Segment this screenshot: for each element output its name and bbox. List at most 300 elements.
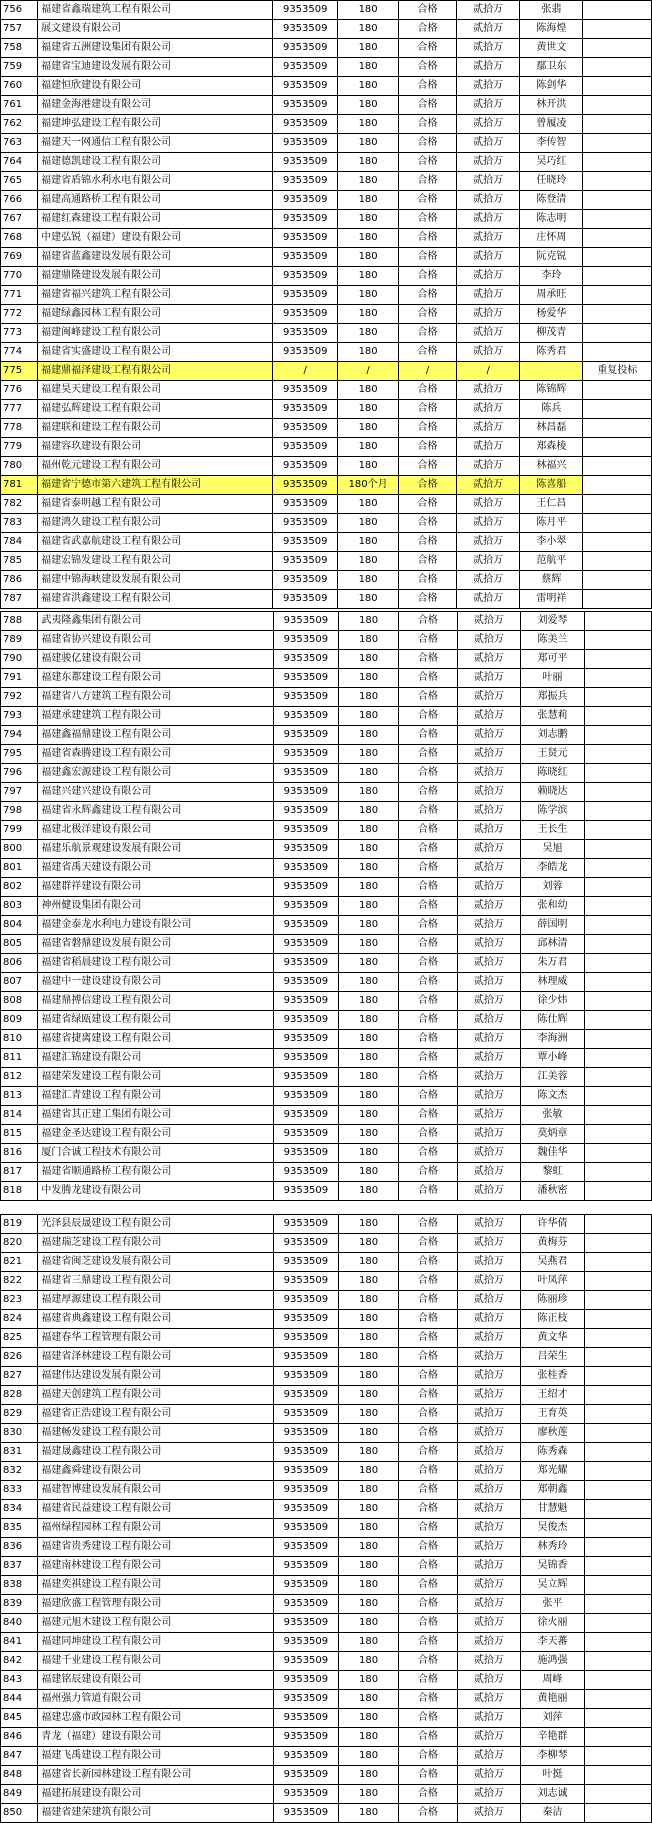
row-number: 760 <box>1 77 38 96</box>
deposit-amount: 贰拾万 <box>457 1424 521 1443</box>
company-name: 福建省长新园林建设工程有限公司 <box>38 1766 273 1785</box>
deposit-amount: 贰拾万 <box>457 96 520 115</box>
table-row <box>1 1671 652 1690</box>
period: 180 <box>338 764 398 783</box>
qualification: 合格 <box>399 343 457 362</box>
contact-person: 郑光耀 <box>521 1462 585 1481</box>
remark <box>583 495 652 514</box>
bid-code: 9353509 <box>273 438 338 457</box>
remark <box>584 1310 651 1329</box>
contact-person: 陈剑华 <box>520 77 583 96</box>
company-name: 福建省泰明越工程有限公司 <box>38 495 273 514</box>
contact-person: 周承旺 <box>520 286 583 305</box>
qualification: 合格 <box>399 1747 457 1766</box>
qualification: 合格 <box>399 1424 457 1443</box>
table-row <box>1 859 652 878</box>
remark <box>584 973 651 992</box>
remark <box>583 210 652 229</box>
remark <box>584 1405 651 1424</box>
deposit-amount: 贰拾万 <box>457 229 520 248</box>
bid-code: 9353509 <box>273 1595 338 1614</box>
remark <box>583 229 652 248</box>
period: 180 <box>338 1011 398 1030</box>
table-row <box>1 172 652 191</box>
remark <box>583 419 652 438</box>
bid-code: 9353509 <box>273 859 338 878</box>
remark <box>584 897 651 916</box>
qualification: 合格 <box>399 992 457 1011</box>
deposit-amount: 贰拾万 <box>457 1709 521 1728</box>
remark <box>584 916 651 935</box>
company-name: 福建省蓝鑫建设发展有限公司 <box>38 248 273 267</box>
company-name: 福建拓展建设有限公司 <box>38 1785 273 1804</box>
period: 180 <box>338 419 399 438</box>
bid-code: 9353509 <box>273 210 338 229</box>
contact-person: 陈锦辉 <box>520 381 583 400</box>
qualification: 合格 <box>399 1500 457 1519</box>
company-name: 福建伟达建设发展有限公司 <box>38 1367 273 1386</box>
qualification: 合格 <box>399 1785 457 1804</box>
remark <box>584 1049 651 1068</box>
qualification: 合格 <box>399 916 457 935</box>
company-name: 福州绿程园林工程有限公司 <box>38 1519 273 1538</box>
period: 180 <box>338 1709 398 1728</box>
qualification: 合格 <box>399 726 457 745</box>
row-number: 795 <box>1 745 38 764</box>
deposit-amount: 贰拾万 <box>457 1386 521 1405</box>
remark <box>584 1614 651 1633</box>
bid-code: 9353509 <box>273 1519 338 1538</box>
table-row <box>1 1443 652 1462</box>
table-row <box>1 935 652 954</box>
table-row <box>1 745 652 764</box>
contact-person: 吴旭 <box>521 840 585 859</box>
qualification: 合格 <box>399 134 457 153</box>
contact-person: 李玲 <box>520 267 583 286</box>
qualification: 合格 <box>399 324 457 343</box>
remark <box>584 1367 651 1386</box>
qualification: 合格 <box>399 1367 457 1386</box>
contact-person: 叶丽 <box>521 669 585 688</box>
bid-code: 9353509 <box>273 134 338 153</box>
company-name: 福建兴建兴建设有限公司 <box>38 783 273 802</box>
deposit-amount: 贰拾万 <box>457 688 521 707</box>
contact-person: 张平 <box>521 1595 585 1614</box>
bid-code: 9353509 <box>273 58 338 77</box>
company-name: 福建省武嘉航建设工程有限公司 <box>38 533 273 552</box>
period: 180 <box>338 1557 398 1576</box>
row-number: 849 <box>1 1785 38 1804</box>
qualification: 合格 <box>399 1671 457 1690</box>
deposit-amount: 贰拾万 <box>457 39 520 58</box>
row-number: 782 <box>1 495 38 514</box>
qualification: 合格 <box>399 1728 457 1747</box>
row-number: 844 <box>1 1690 38 1709</box>
period: 180 <box>338 783 398 802</box>
qualification: 合格 <box>399 764 457 783</box>
deposit-amount: 贰拾万 <box>457 571 520 590</box>
deposit-amount: 贰拾万 <box>457 1348 521 1367</box>
remark <box>584 612 651 631</box>
table-row <box>1 1291 652 1310</box>
contact-person: 林昌磊 <box>520 419 583 438</box>
contact-person: 施鸿强 <box>521 1652 585 1671</box>
period: 180 <box>338 612 398 631</box>
row-number: 805 <box>1 935 38 954</box>
contact-person: 陈丽珍 <box>521 1291 585 1310</box>
company-name: 福建晟鑫建设工程有限公司 <box>38 1443 273 1462</box>
bid-code: 9353509 <box>273 1163 338 1182</box>
contact-person: 张敏 <box>521 1106 585 1125</box>
table-row <box>1 438 652 457</box>
deposit-amount: 贰拾万 <box>457 514 520 533</box>
table-row <box>1 707 652 726</box>
remark <box>584 878 651 897</box>
qualification: 合格 <box>399 631 457 650</box>
deposit-amount: 贰拾万 <box>457 1253 521 1272</box>
qualification: 合格 <box>399 248 457 267</box>
contact-person: 曾履凌 <box>520 115 583 134</box>
row-number: 766 <box>1 191 38 210</box>
remark <box>584 1500 651 1519</box>
table-row <box>1 1405 652 1424</box>
contact-person: 吕荣生 <box>521 1348 585 1367</box>
row-number: 846 <box>1 1728 38 1747</box>
remark <box>583 476 652 495</box>
bid-code: 9353509 <box>273 878 338 897</box>
remark <box>584 631 651 650</box>
contact-person: 黎虹 <box>521 1163 585 1182</box>
table-row <box>1 1386 652 1405</box>
row-number: 770 <box>1 267 38 286</box>
deposit-amount: 贰拾万 <box>457 305 520 324</box>
deposit-amount: 贰拾万 <box>457 457 520 476</box>
qualification: 合格 <box>399 1348 457 1367</box>
contact-person: 郑森棱 <box>520 438 583 457</box>
contact-person: 辛艳群 <box>521 1728 585 1747</box>
deposit-amount: 贰拾万 <box>457 764 521 783</box>
remark <box>584 1804 651 1823</box>
remark <box>584 1652 651 1671</box>
row-number: 829 <box>1 1405 38 1424</box>
table-row <box>1 802 652 821</box>
bid-code: 9353509 <box>273 381 338 400</box>
row-number: 848 <box>1 1766 38 1785</box>
period: 180 <box>338 1310 398 1329</box>
company-name: 福建鑫舜建设有限公司 <box>38 1462 273 1481</box>
company-name: 福建省民益建设工程有限公司 <box>38 1500 273 1519</box>
company-name: 福建容玖建设有限公司 <box>38 438 273 457</box>
contact-person: 雷明祥 <box>520 590 583 609</box>
company-name: 福建荣发建设工程有限公司 <box>38 1068 273 1087</box>
bid-code: 9353509 <box>273 115 338 134</box>
remark <box>583 153 652 172</box>
row-number: 841 <box>1 1633 38 1652</box>
bid-code: 9353509 <box>273 1 338 20</box>
remark <box>584 954 651 973</box>
company-name: 福建群祥建设有限公司 <box>38 878 273 897</box>
deposit-amount: 贰拾万 <box>457 878 521 897</box>
qualification: 合格 <box>399 400 457 419</box>
table-row <box>1 612 652 631</box>
contact-person: 潘秋密 <box>521 1182 585 1201</box>
row-number: 774 <box>1 343 38 362</box>
period: 180 <box>338 973 398 992</box>
table-row <box>1 1087 652 1106</box>
deposit-amount: 贰拾万 <box>457 1030 521 1049</box>
table-row <box>1 669 652 688</box>
contact-person: 林福兴 <box>520 457 583 476</box>
period: 180 <box>338 1804 398 1823</box>
table-row <box>1 20 652 39</box>
qualification: 合格 <box>399 172 457 191</box>
deposit-amount: 贰拾万 <box>457 1144 521 1163</box>
company-name: 福建春华工程管理有限公司 <box>38 1329 273 1348</box>
table-row <box>1 1367 652 1386</box>
remark <box>583 533 652 552</box>
period: 180 <box>338 381 399 400</box>
deposit-amount: 贰拾万 <box>457 973 521 992</box>
bid-code: 9353509 <box>273 669 338 688</box>
period: 180 <box>338 954 398 973</box>
remark <box>584 1348 651 1367</box>
remark <box>584 1215 651 1234</box>
contact-person: 陈美兰 <box>521 631 585 650</box>
table-row <box>1 1215 652 1234</box>
table-row <box>1 1234 652 1253</box>
period: 180 <box>338 571 399 590</box>
bid-code: 9353509 <box>273 1671 338 1690</box>
remark <box>584 1443 651 1462</box>
period: 180 <box>338 1 399 20</box>
table-row <box>1 419 652 438</box>
contact-person: 郑可平 <box>521 650 585 669</box>
company-name: 福建省捷离建设工程有限公司 <box>38 1030 273 1049</box>
contact-person: 叶凤萍 <box>521 1272 585 1291</box>
row-number: 818 <box>1 1182 38 1201</box>
remark <box>584 1068 651 1087</box>
row-number: 833 <box>1 1481 38 1500</box>
table-row <box>1 58 652 77</box>
period: 180 <box>338 1462 398 1481</box>
bid-code: 9353509 <box>273 1310 338 1329</box>
contact-person: 林秀玲 <box>521 1538 585 1557</box>
period: 180 <box>338 115 399 134</box>
period: 180 <box>338 514 399 533</box>
row-number: 771 <box>1 286 38 305</box>
qualification: 合格 <box>399 1310 457 1329</box>
deposit-amount: 贰拾万 <box>457 1785 521 1804</box>
remark <box>584 707 651 726</box>
remark <box>583 20 652 39</box>
company-name: 福建省三鼎建设工程有限公司 <box>38 1272 273 1291</box>
bid-code: 9353509 <box>273 726 338 745</box>
contact-person: 黄艳丽 <box>521 1690 585 1709</box>
row-number: 798 <box>1 802 38 821</box>
period: 180 <box>338 669 398 688</box>
row-number: 831 <box>1 1443 38 1462</box>
table-row <box>1 1163 652 1182</box>
row-number: 789 <box>1 631 38 650</box>
company-name: 福建汇锦建设有限公司 <box>38 1049 273 1068</box>
contact-person: 陈秀森 <box>521 1443 585 1462</box>
bid-code: 9353509 <box>273 1633 338 1652</box>
deposit-amount: 贰拾万 <box>457 1011 521 1030</box>
qualification: 合格 <box>399 1144 457 1163</box>
qualification: 合格 <box>399 1182 457 1201</box>
contact-person: 张翡 <box>520 1 583 20</box>
remark <box>584 650 651 669</box>
bid-code: 9353509 <box>273 1215 338 1234</box>
table-row <box>1 210 652 229</box>
deposit-amount: 贰拾万 <box>457 400 520 419</box>
bid-code: 9353509 <box>273 77 338 96</box>
qualification: 合格 <box>399 438 457 457</box>
qualification: 合格 <box>399 1272 457 1291</box>
company-name: 福建高通路桥工程有限公司 <box>38 191 273 210</box>
contact-person: 陈登清 <box>520 191 583 210</box>
qualification: 合格 <box>399 1766 457 1785</box>
remark <box>583 115 652 134</box>
contact-person: 陈晓红 <box>521 764 585 783</box>
bid-table-part-1 <box>0 0 652 609</box>
company-name: 福建畅发建设工程有限公司 <box>38 1424 273 1443</box>
table-row <box>1 1182 652 1201</box>
remark <box>584 688 651 707</box>
bid-code: 9353509 <box>273 783 338 802</box>
row-number: 800 <box>1 840 38 859</box>
row-number: 807 <box>1 973 38 992</box>
deposit-amount: 贰拾万 <box>457 1766 521 1785</box>
bid-code: 9353509 <box>273 96 338 115</box>
bid-table-part-3 <box>0 1214 652 1823</box>
contact-person <box>520 362 583 381</box>
company-name: 厦门合诚工程技术有限公司 <box>38 1144 273 1163</box>
company-name: 福建省实盛建设工程有限公司 <box>38 343 273 362</box>
row-number: 758 <box>1 39 38 58</box>
remark <box>583 39 652 58</box>
company-name: 福建鼎搏信建设工程有限公司 <box>38 992 273 1011</box>
company-name: 福建鸿久建设工程有限公司 <box>38 514 273 533</box>
qualification: 合格 <box>399 1443 457 1462</box>
qualification: 合格 <box>399 1068 457 1087</box>
contact-person: 薛国明 <box>521 916 585 935</box>
period: 180 <box>338 457 399 476</box>
table-row <box>1 1785 652 1804</box>
remark <box>583 96 652 115</box>
deposit-amount: 贰拾万 <box>457 476 520 495</box>
contact-person: 刘萍 <box>521 1709 585 1728</box>
period: 180 <box>338 39 399 58</box>
period: 180 <box>338 1272 398 1291</box>
company-name: 福建省正浩建设工程有限公司 <box>38 1405 273 1424</box>
bid-code: / <box>273 362 338 381</box>
period: 180 <box>338 400 399 419</box>
company-name: 福建恒欣建设有限公司 <box>38 77 273 96</box>
row-number: 788 <box>1 612 38 631</box>
contact-person: 林开洪 <box>520 96 583 115</box>
row-number: 759 <box>1 58 38 77</box>
qualification: 合格 <box>399 897 457 916</box>
period: 180 <box>338 878 398 897</box>
remark <box>584 1011 651 1030</box>
remark <box>583 400 652 419</box>
company-name: 福建鑫宏源建设工程有限公司 <box>38 764 273 783</box>
contact-person: 张桂香 <box>521 1367 585 1386</box>
bid-code: 9353509 <box>273 457 338 476</box>
deposit-amount: 贰拾万 <box>457 533 520 552</box>
deposit-amount: 贰拾万 <box>457 1367 521 1386</box>
contact-person: 陈仕辉 <box>521 1011 585 1030</box>
table-row <box>1 552 652 571</box>
table-row <box>1 1125 652 1144</box>
qualification: 合格 <box>399 305 457 324</box>
table-row <box>1 992 652 1011</box>
contact-person: 陈学滨 <box>521 802 585 821</box>
remark <box>584 1144 651 1163</box>
remark <box>583 1 652 20</box>
qualification: 合格 <box>399 1633 457 1652</box>
table-row <box>1 688 652 707</box>
row-number: 836 <box>1 1538 38 1557</box>
remark <box>583 571 652 590</box>
deposit-amount: 贰拾万 <box>457 248 520 267</box>
bid-code: 9353509 <box>273 343 338 362</box>
bid-code: 9353509 <box>273 916 338 935</box>
qualification: 合格 <box>399 495 457 514</box>
company-name: 福建省顺通路桥工程有限公司 <box>38 1163 273 1182</box>
deposit-amount: 贰拾万 <box>457 381 520 400</box>
contact-person: 黄世文 <box>520 39 583 58</box>
table-row <box>1 897 652 916</box>
company-name: 福建北极洋建设有限公司 <box>38 821 273 840</box>
contact-person: 赖晓达 <box>521 783 585 802</box>
qualification: 合格 <box>399 1576 457 1595</box>
period: 180 <box>338 1253 398 1272</box>
row-number: 839 <box>1 1595 38 1614</box>
period: 180 <box>338 1163 398 1182</box>
row-number: 837 <box>1 1557 38 1576</box>
deposit-amount: 贰拾万 <box>457 419 520 438</box>
qualification: 合格 <box>399 191 457 210</box>
bid-code: 9353509 <box>273 1500 338 1519</box>
bid-code: 9353509 <box>273 1443 338 1462</box>
qualification: 合格 <box>399 650 457 669</box>
row-number: 787 <box>1 590 38 609</box>
deposit-amount: 贰拾万 <box>457 1614 521 1633</box>
contact-person: 范航平 <box>520 552 583 571</box>
qualification: 合格 <box>399 935 457 954</box>
table-row <box>1 631 652 650</box>
company-name: 福建坤弘建设工程有限公司 <box>38 115 273 134</box>
company-name: 福建金海港建设有限公司 <box>38 96 273 115</box>
qualification: 合格 <box>399 39 457 58</box>
row-number: 763 <box>1 134 38 153</box>
deposit-amount: 贰拾万 <box>457 1804 521 1823</box>
row-number: 817 <box>1 1163 38 1182</box>
table-row <box>1 1804 652 1823</box>
table-row <box>1 1728 652 1747</box>
row-number: 794 <box>1 726 38 745</box>
company-name: 福建南林建设工程有限公司 <box>38 1557 273 1576</box>
row-number: 847 <box>1 1747 38 1766</box>
bid-code: 9353509 <box>273 1011 338 1030</box>
company-name: 福建弘辉建设工程有限公司 <box>38 400 273 419</box>
company-name: 福建铭辰建设有限公司 <box>38 1671 273 1690</box>
table-row <box>1 1253 652 1272</box>
company-name: 福建鼎福泽建设工程有限公司 <box>38 362 273 381</box>
qualification: 合格 <box>399 210 457 229</box>
